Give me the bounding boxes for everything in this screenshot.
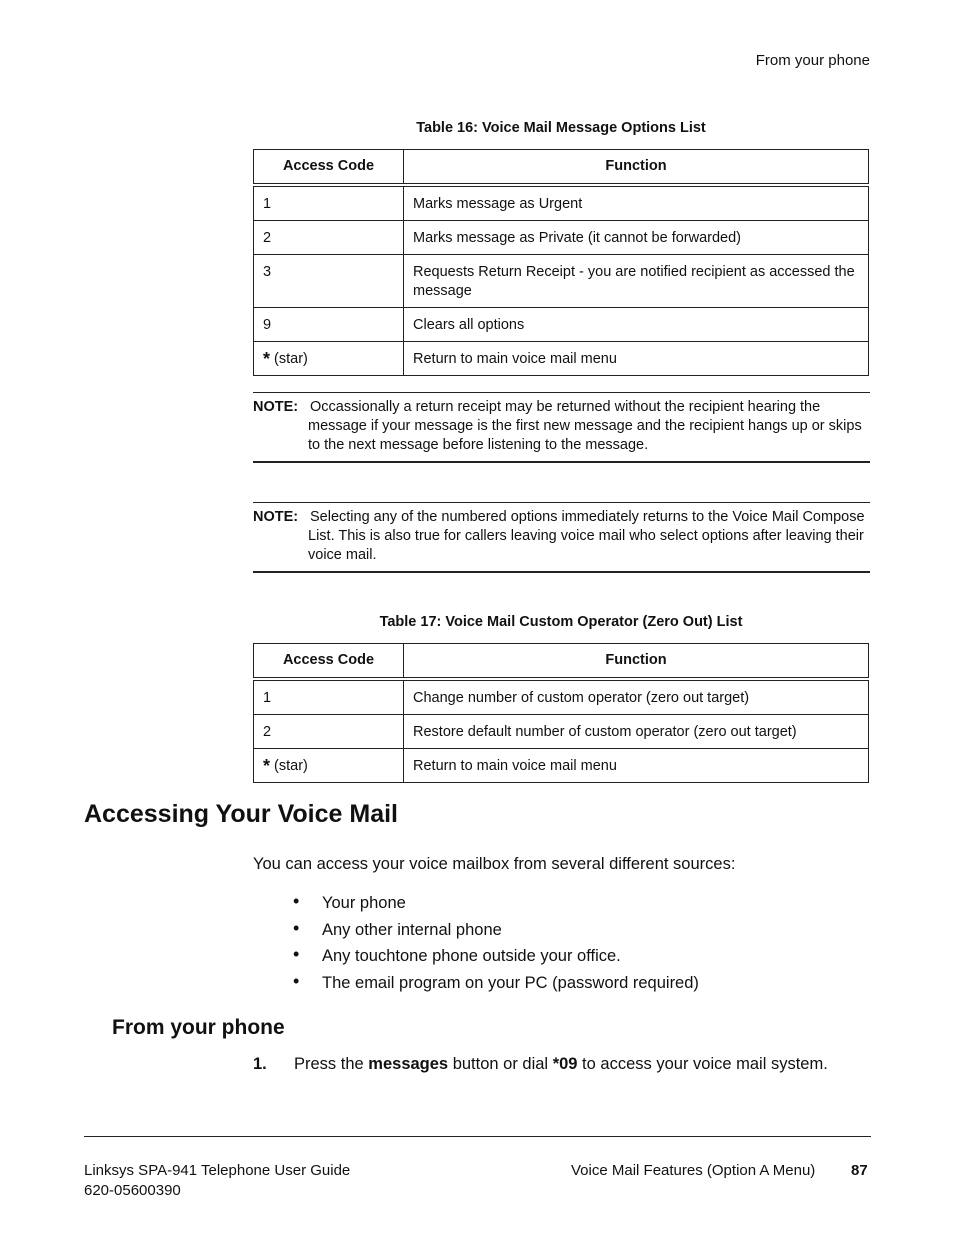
access-code-cell — [254, 749, 404, 783]
table17-header-row — [254, 644, 869, 680]
footer-divider — [84, 1136, 871, 1137]
table17 — [253, 643, 869, 783]
list-item — [293, 892, 699, 919]
note-label: NOTE: — [253, 509, 299, 525]
list-item — [293, 919, 699, 946]
table-row — [254, 185, 869, 221]
list-item-text: Any touchtone phone outside your office. — [322, 947, 621, 966]
function-cell: Restore default number of custom operator (zero out target) — [404, 715, 869, 749]
section-intro: You can access your voice mailbox from several different sources: — [253, 855, 736, 873]
table17-col-function: Function — [404, 644, 869, 680]
star-label: (star) — [274, 351, 308, 367]
note-numbered-options — [253, 502, 870, 573]
access-code-cell: 9 — [254, 308, 404, 342]
note-text: Selecting any of the numbered options immediately returns to the Voice Mail Compose List. This is also true for callers leaving voice mail who select options after leaving their voice mail. — [308, 509, 865, 563]
list-item — [293, 945, 699, 972]
list-item-text: Your phone — [322, 894, 406, 912]
list-item-text: Any other internal phone — [322, 920, 502, 939]
access-code-cell: 1 — [254, 679, 404, 715]
table16-header-row — [254, 150, 869, 186]
access-code-cell: 2 — [254, 221, 404, 255]
running-header: From your phone — [755, 52, 870, 69]
list-item-text: The email program on your PC (password required) — [322, 974, 699, 993]
bullet-icon: • — [293, 917, 300, 938]
subsection-title: From your phone — [112, 1016, 285, 1039]
table-row — [254, 221, 869, 255]
source-list — [293, 892, 699, 999]
footer-doc-number: 620-05600390 — [84, 1182, 181, 1199]
step-text-post: to access your voice mail system. — [577, 1055, 828, 1073]
step-text-messages: messages — [368, 1055, 449, 1073]
table17-caption: Table 17: Voice Mail Custom Operator (Zero Out) List — [379, 614, 743, 630]
table16 — [253, 149, 869, 376]
step-1 — [253, 1055, 828, 1074]
access-code-cell: 3 — [254, 255, 404, 308]
table-row — [254, 255, 869, 308]
table16-col-access-code: Access Code — [254, 150, 404, 186]
table-row — [254, 679, 869, 715]
table16-caption: Table 16: Voice Mail Message Options List — [416, 120, 706, 136]
function-cell: Clears all options — [404, 308, 869, 342]
bullet-icon: • — [293, 971, 300, 992]
footer-page-number: 87 — [851, 1162, 868, 1179]
function-cell: Marks message as Urgent — [404, 185, 869, 221]
note-return-receipt — [253, 392, 870, 463]
step-text-pre: Press the — [294, 1055, 369, 1073]
star-label: (star) — [274, 758, 308, 774]
function-cell: Return to main voice mail menu — [404, 342, 869, 376]
table-row — [254, 342, 869, 376]
function-cell: Requests Return Receipt - you are notified recipient as accessed the message — [404, 255, 869, 308]
note-label: NOTE: — [253, 399, 299, 415]
table-row — [254, 715, 869, 749]
access-code-cell: 1 — [254, 185, 404, 221]
table16-col-function: Function — [404, 150, 869, 186]
table-row — [254, 749, 869, 783]
function-cell: Marks message as Private (it cannot be forwarded) — [404, 221, 869, 255]
access-code-cell: 2 — [254, 715, 404, 749]
list-item — [293, 972, 699, 999]
note-text: Occassionally a return receipt may be returned without the recipient hearing the message if your message is the first new message and the recipient hangs up or skips to the next message before listening to the message. — [308, 399, 862, 453]
table-row — [254, 308, 869, 342]
function-cell: Return to main voice mail menu — [404, 749, 869, 783]
bullet-icon: • — [293, 944, 300, 965]
access-code-cell — [254, 342, 404, 376]
star-symbol: * — [263, 349, 271, 369]
footer-chapter: Voice Mail Features (Option A Menu) — [571, 1162, 816, 1179]
star-symbol: * — [263, 756, 271, 776]
table17-col-access-code: Access Code — [254, 644, 404, 680]
footer-guide-title: Linksys SPA-941 Telephone User Guide — [84, 1162, 351, 1179]
step-number: 1. — [253, 1055, 267, 1073]
footer-left — [84, 1161, 350, 1201]
function-cell: Change number of custom operator (zero out target) — [404, 679, 869, 715]
section-title: Accessing Your Voice Mail — [84, 800, 399, 828]
bullet-icon: • — [293, 891, 300, 911]
step-text-mid: button or dial — [448, 1055, 553, 1073]
step-text-code: *09 — [552, 1055, 578, 1073]
